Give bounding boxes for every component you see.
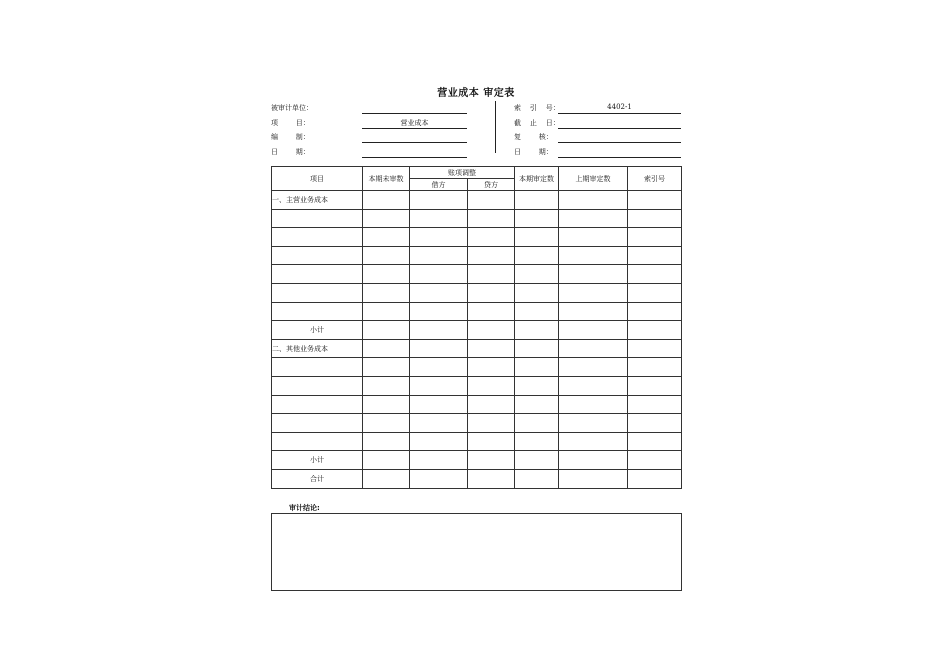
table-row [272,432,682,451]
ref-cell[interactable] [628,469,682,488]
preparer-field[interactable] [362,142,467,143]
debit-cell[interactable] [410,302,468,321]
credit-cell[interactable] [468,321,515,340]
unaudited-cell[interactable] [363,209,410,228]
prior-audited-cell[interactable] [559,265,628,284]
prior-audited-cell[interactable] [559,246,628,265]
row-item-label: 一、主营业务成本 [272,191,363,210]
table-row [272,209,682,228]
cutoff-date-field[interactable] [558,128,681,129]
audited-cell[interactable] [515,376,559,395]
table-row [272,376,682,395]
conclusion-box[interactable] [271,513,682,591]
table-row [272,283,682,302]
unaudited-cell[interactable] [363,265,410,284]
ref-cell[interactable] [628,432,682,451]
debit-cell[interactable] [410,376,468,395]
debit-cell[interactable] [410,191,468,210]
table-row [272,451,682,470]
prior-audited-cell[interactable] [559,209,628,228]
table-row [272,469,682,488]
table-row [272,228,682,247]
row-item-label [272,414,363,433]
debit-cell[interactable] [410,395,468,414]
prior-audited-cell[interactable] [559,283,628,302]
row-item-label [272,395,363,414]
row-item-label [272,358,363,377]
unaudited-cell[interactable] [363,414,410,433]
preparer-label: 编 制： [271,133,310,141]
item-field[interactable] [362,128,467,129]
audited-cell[interactable] [515,469,559,488]
unaudited-cell[interactable] [363,321,410,340]
ref-cell[interactable] [628,339,682,358]
audited-cell[interactable] [515,191,559,210]
col-header-prior-audited: 上期审定数 [559,167,628,191]
index-number-field[interactable] [558,113,681,114]
ref-cell[interactable] [628,191,682,210]
prepare-date-field[interactable] [362,157,467,158]
ref-cell[interactable] [628,265,682,284]
col-header-adjustment: 账项调整 [410,167,515,179]
credit-cell[interactable] [468,339,515,358]
ref-cell[interactable] [628,358,682,377]
prior-audited-cell[interactable] [559,432,628,451]
row-item-label: 二、其他业务成本 [272,339,363,358]
row-item-label [272,283,363,302]
credit-cell[interactable] [468,228,515,247]
table-body [272,191,682,489]
unaudited-cell[interactable] [363,302,410,321]
row-item-label [272,302,363,321]
audited-cell[interactable] [515,321,559,340]
credit-cell[interactable] [468,414,515,433]
audited-cell[interactable] [515,209,559,228]
audit-table [271,166,682,489]
audited-entity-field[interactable] [362,113,467,114]
prepare-date-label: 日 期： [271,148,310,156]
row-item-label [272,376,363,395]
table-row [272,191,682,210]
ref-cell[interactable] [628,302,682,321]
audited-cell[interactable] [515,228,559,247]
unaudited-cell[interactable] [363,432,410,451]
prior-audited-cell[interactable] [559,451,628,470]
row-item-label [272,246,363,265]
debit-cell[interactable] [410,414,468,433]
row-item-label [272,265,363,284]
conclusion-label: 审计结论: [289,504,320,512]
prior-audited-cell[interactable] [559,376,628,395]
row-item-label: 小计 [272,451,363,470]
prior-audited-cell[interactable] [559,469,628,488]
unaudited-cell[interactable] [363,451,410,470]
index-number-label: 索 引 号： [514,104,560,112]
audited-cell[interactable] [515,358,559,377]
item-value: 营业成本 [400,119,429,127]
ref-cell[interactable] [628,228,682,247]
prior-audited-cell[interactable] [559,414,628,433]
ref-cell[interactable] [628,395,682,414]
debit-cell[interactable] [410,246,468,265]
credit-cell[interactable] [468,469,515,488]
row-item-label: 小计 [272,321,363,340]
prior-audited-cell[interactable] [559,395,628,414]
unaudited-cell[interactable] [363,191,410,210]
debit-cell[interactable] [410,469,468,488]
unaudited-cell[interactable] [363,339,410,358]
credit-cell[interactable] [468,265,515,284]
ref-cell[interactable] [628,246,682,265]
col-header-ref: 索引号 [628,167,682,191]
table-row [272,339,682,358]
credit-cell[interactable] [468,209,515,228]
ref-cell[interactable] [628,321,682,340]
ref-cell[interactable] [628,209,682,228]
audited-cell[interactable] [515,246,559,265]
credit-cell[interactable] [468,376,515,395]
audited-cell[interactable] [515,265,559,284]
table-row [272,246,682,265]
review-date-label: 日 期： [514,148,553,156]
unaudited-cell[interactable] [363,395,410,414]
item-label: 项 目： [271,119,310,127]
debit-cell[interactable] [410,358,468,377]
credit-cell[interactable] [468,451,515,470]
prior-audited-cell[interactable] [559,339,628,358]
cutoff-date-label: 截 止 日： [514,119,560,127]
audited-cell[interactable] [515,414,559,433]
unaudited-cell[interactable] [363,358,410,377]
debit-cell[interactable] [410,209,468,228]
debit-cell[interactable] [410,265,468,284]
ref-cell[interactable] [628,451,682,470]
debit-cell[interactable] [410,451,468,470]
row-item-label [272,209,363,228]
prior-audited-cell[interactable] [559,191,628,210]
audited-cell[interactable] [515,339,559,358]
table-row [272,414,682,433]
col-header-debit: 借方 [410,179,468,191]
document-title: 营业成本 审定表 [437,88,515,99]
col-header-unaudited: 本期未审数 [363,167,410,191]
unaudited-cell[interactable] [363,469,410,488]
table-row [272,321,682,340]
ref-cell[interactable] [628,376,682,395]
table-row [272,358,682,377]
prior-audited-cell[interactable] [559,228,628,247]
table-row [272,302,682,321]
unaudited-cell[interactable] [363,376,410,395]
audited-cell[interactable] [515,432,559,451]
header-divider [495,101,496,153]
table-row [272,265,682,284]
debit-cell[interactable] [410,228,468,247]
audited-cell[interactable] [515,302,559,321]
prior-audited-cell[interactable] [559,321,628,340]
col-header-audited: 本期审定数 [515,167,559,191]
col-header-credit: 贷方 [468,179,515,191]
prior-audited-cell[interactable] [559,358,628,377]
debit-cell[interactable] [410,321,468,340]
debit-cell[interactable] [410,339,468,358]
unaudited-cell[interactable] [363,228,410,247]
unaudited-cell[interactable] [363,283,410,302]
row-item-label: 合计 [272,469,363,488]
audited-cell[interactable] [515,283,559,302]
credit-cell[interactable] [468,191,515,210]
debit-cell[interactable] [410,283,468,302]
credit-cell[interactable] [468,246,515,265]
credit-cell[interactable] [468,358,515,377]
ref-cell[interactable] [628,414,682,433]
unaudited-cell[interactable] [363,246,410,265]
audited-cell[interactable] [515,395,559,414]
audited-entity-label: 被审计单位： [271,104,313,112]
row-item-label [272,432,363,451]
credit-cell[interactable] [468,302,515,321]
col-header-item: 项目 [272,167,363,191]
prior-audited-cell[interactable] [559,302,628,321]
audited-cell[interactable] [515,451,559,470]
reviewer-label: 复 核： [514,133,553,141]
credit-cell[interactable] [468,283,515,302]
reviewer-field[interactable] [558,142,681,143]
table-row [272,395,682,414]
credit-cell[interactable] [468,395,515,414]
row-item-label [272,228,363,247]
debit-cell[interactable] [410,432,468,451]
index-number-value: 4402-1 [607,103,632,111]
credit-cell[interactable] [468,432,515,451]
review-date-field[interactable] [558,157,681,158]
ref-cell[interactable] [628,283,682,302]
